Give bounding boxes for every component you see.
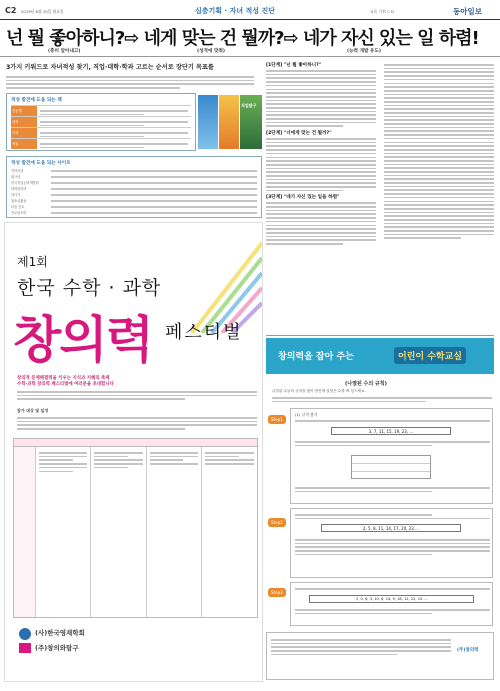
sites-table — [6, 156, 262, 218]
step3-box — [290, 582, 493, 626]
step1-header: (1) 규칙 찾기 — [295, 412, 318, 417]
books-row-label: 직업 — [11, 139, 37, 149]
section-title: 심층기획 · 자녀 적성 진단 — [195, 7, 276, 15]
headline-caption-3: (능력 개발 유도) — [347, 49, 382, 54]
site-name: 한국직업능력개발원 — [11, 181, 39, 185]
step2-box — [290, 508, 493, 578]
math-intro: 나열된 수들의 규칙을 찾아 빈칸에 알맞은 수를 써 넣으세요. — [272, 389, 366, 393]
poster-sub-big: 페스티벌 — [165, 322, 243, 343]
poster-number: 제1회 — [17, 255, 48, 269]
books-row-label: 학과 — [11, 128, 37, 138]
section-2-title: [2단계] "너에게 맞는 건 뭘까?" — [266, 131, 332, 136]
poster-schedule-table — [13, 438, 258, 618]
sequence-2: 2, 5, 8, 11, 14, 17, 20, 23 … — [321, 524, 461, 532]
site-name: 대학알리미 — [11, 187, 27, 191]
ad-box — [266, 632, 494, 680]
poster-org-2: (주)창의와탐구 — [35, 644, 79, 652]
math-banner-left: 창의력을 잡아 주는 — [278, 352, 354, 362]
book-cover-3-title: 직업탐구 — [241, 103, 257, 108]
poster-title-line: 한국 수학 · 과학 — [17, 277, 162, 299]
poster-logo-icon — [19, 628, 31, 640]
main-headline: 넌 뭘 좋아하니?⇨ 네게 맞는 건 뭘까?⇨ 네가 자신 있는 일 하렴! — [6, 28, 479, 49]
article-columns — [266, 62, 494, 332]
headline-caption-1: (흥미 알아내고) — [48, 49, 81, 54]
sequence-3: 2, 0, 6, 3, 10, 6, 14, 9, 18, 12, 22, 15 … — [309, 595, 474, 603]
section-1-title: [1단계] "넌 뭘 좋아하니?" — [266, 63, 322, 68]
site-name: 어디가 — [11, 193, 21, 197]
headline-caption-2: (성격에 맞춰) — [197, 49, 225, 54]
step1-label: Step1 — [268, 415, 286, 424]
ad-brand: (주)창의력 — [457, 648, 479, 653]
math-problem-title: (나열된 수의 규칙) — [345, 381, 387, 387]
site-name: 진로정보망 — [11, 211, 27, 215]
paper-name: 동아일보 — [453, 7, 482, 16]
book-cover-2 — [219, 95, 239, 149]
sequence-1: 3, 7, 11, 15, 19, 23, … — [331, 427, 451, 435]
math-banner — [266, 338, 494, 374]
books-table — [6, 93, 196, 151]
poster-table-caption: 참가 대상 및 일정 — [17, 408, 49, 413]
poster-desc-2: 수학·과학 창의력 페스티벌에 여러분을 초대합니다 — [17, 382, 114, 387]
intro-paragraph — [6, 74, 254, 91]
sub-right: 교육 기획 C·D — [370, 9, 394, 14]
site-name: 커리어넷 — [11, 169, 24, 173]
site-name: 다음 진로 — [11, 205, 25, 209]
poster-stripes — [182, 223, 262, 333]
step3-label: Step3 — [268, 588, 286, 597]
festival-poster — [4, 222, 263, 682]
site-name: 워크넷 — [11, 175, 21, 179]
page-code: C2 — [5, 6, 17, 15]
step1-box — [290, 408, 493, 504]
book-cover-3 — [240, 95, 262, 149]
step2-label: Step2 — [268, 518, 286, 527]
date-text: 2019년 6월 10일 월요일 — [21, 9, 64, 14]
poster-org-1: (사)한국영재학회 — [35, 629, 85, 637]
section-3-title: [3단계] "네가 자신 있는 일을 하렴" — [266, 195, 340, 201]
books-row-label: 대학 — [11, 117, 37, 127]
math-banner-right: 어린이 수학교실 — [394, 347, 466, 364]
sites-table-title: 적성 발견에 도움 되는 사이트 — [11, 161, 71, 166]
book-cover-1 — [198, 95, 218, 149]
poster-big-title: 창의력 — [13, 311, 152, 369]
poster-logo-icon-2 — [19, 643, 31, 653]
subheadline: 3가지 키워드로 자녀적성 찾기, 직업·대학·학과 고르는 순서로 장단기 목표를 — [6, 64, 214, 71]
poster-desc-1: 창의적 문제해결력을 키우는 지식과 지혜의 축제 — [17, 376, 110, 381]
answer-grid-1 — [351, 455, 431, 479]
page-header — [5, 6, 495, 18]
books-row-label: 전공별 — [11, 106, 37, 116]
site-name: 청소년활동 — [11, 199, 27, 203]
books-table-title: 적성 발견에 도움 되는 책 — [11, 98, 62, 103]
